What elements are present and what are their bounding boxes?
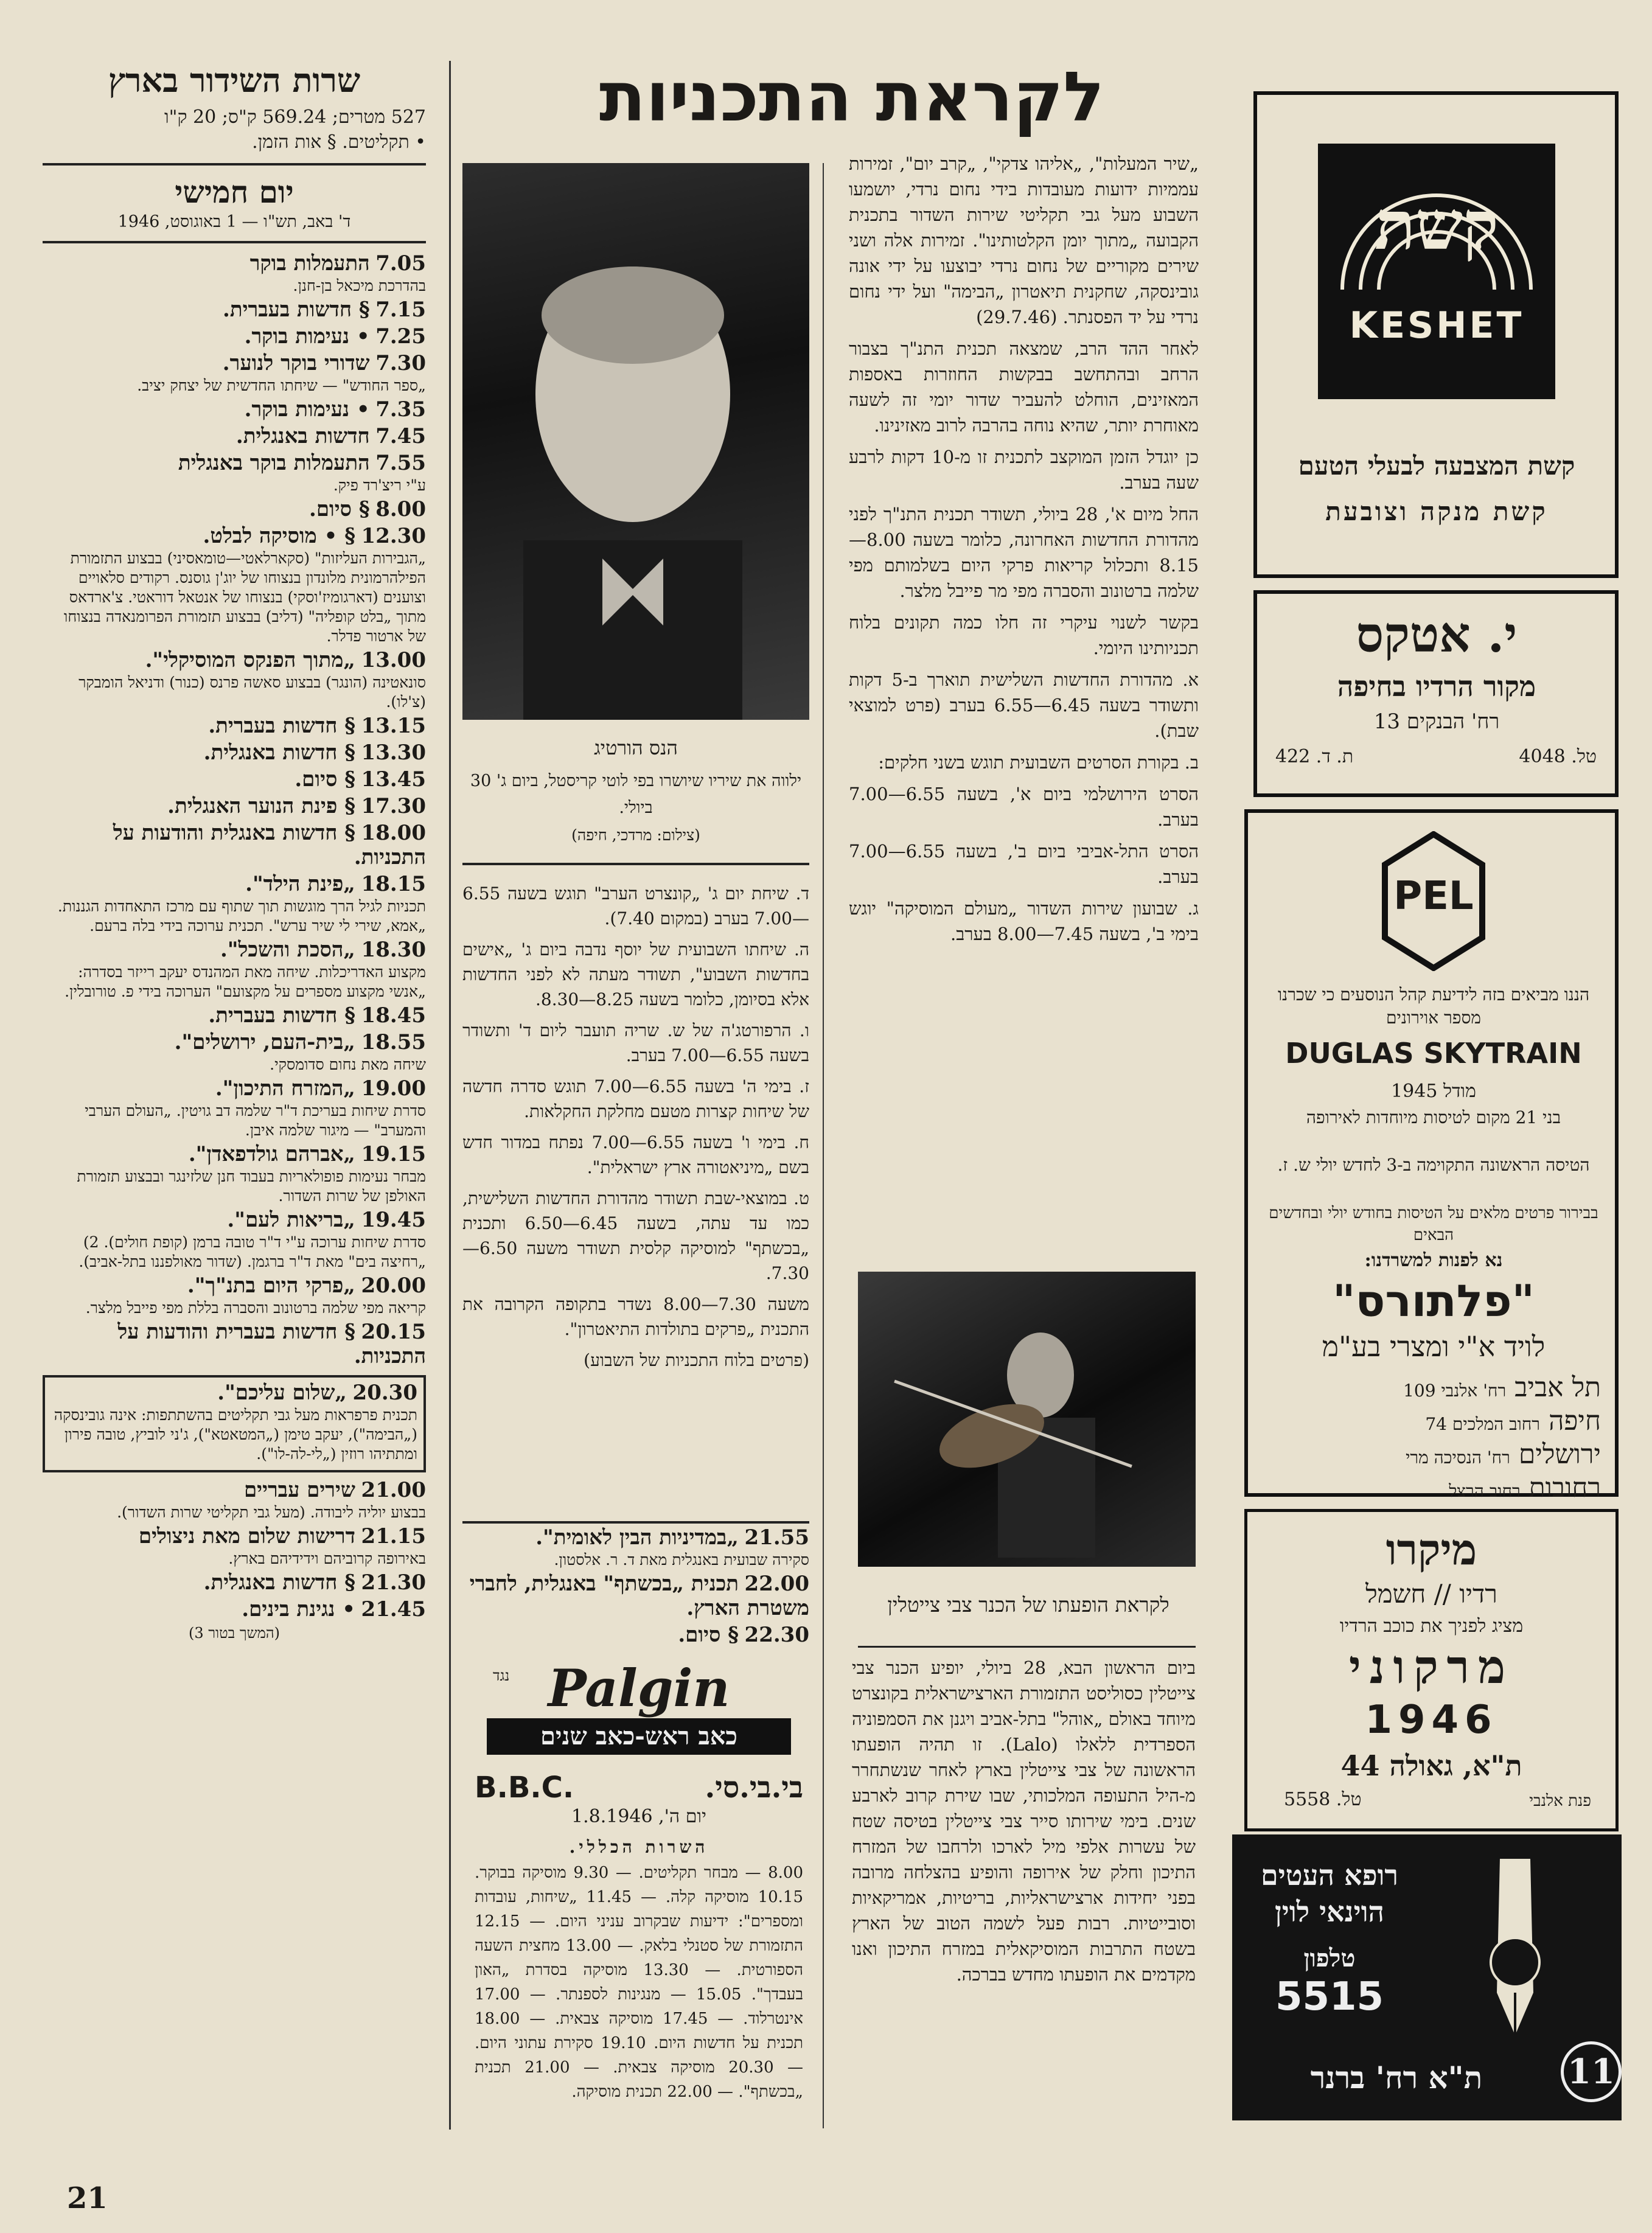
schedule-label: „בית-העם, ירושלים". bbox=[174, 1030, 355, 1054]
schedule-entry bbox=[43, 524, 426, 646]
schedule-label: תכנית „בכשתף" באנגלית, לחברי משטרת הארץ. bbox=[469, 1572, 809, 1620]
schedule-entry bbox=[43, 1320, 426, 1369]
schedule-desc: סונאטינה (הונגר) בבצוע סאשה פרנס (כנור) ודניאל הומבקר (צ'לו). bbox=[78, 674, 426, 711]
schedule-time: 13.45 bbox=[361, 767, 426, 792]
boxed-item-label: „שלום עליכם". bbox=[217, 1381, 347, 1405]
paragraph: ח. בימי ו' בשעה 6.55—7.00 נפתח במדור חדש בשם „מיניאטורה ארץ ישראלית". bbox=[462, 1132, 809, 1177]
pel-ad bbox=[1244, 809, 1619, 1503]
paragraph: משעה 7.30—8.00 נשדר בתקופה הקרובה את התכנית „פרקים בתולדות התיאטרון". bbox=[462, 1294, 809, 1339]
paragraph: ג. שבועון שירות השדור „מעולם המוסיקה" יוגש בימי ב', בשעה 7.45—8.00 בערב. bbox=[849, 898, 1199, 944]
paragraph: לאחר ההד הרב, שמצאה תכנית התנ"ך בצבור הרחב ובהתחשב בבקשות החוזרות באספות המאזינים, הוחלט להעביר שדור יומי זה לשעה מאוחרת יותר, שהיא נוחה בהרבה לרוב מאזינינו. bbox=[849, 338, 1199, 436]
schedule-desc: בהדרכת מיכאל בן-חנן. bbox=[293, 277, 426, 294]
schedule-time: 8.00 bbox=[375, 497, 426, 521]
schedule-entry bbox=[462, 1623, 809, 1648]
schedule-time: 18.30 bbox=[361, 938, 426, 962]
pel-model: מודל 1945 bbox=[1391, 1081, 1476, 1102]
keshet-line2: קשת מנקה וצובעת bbox=[1325, 496, 1548, 526]
schedule-time: 18.15 bbox=[361, 872, 426, 896]
atex-line1: מקור הרדיו בחיפה bbox=[1337, 670, 1536, 703]
schedule-time: 21.55 bbox=[744, 1525, 809, 1550]
schedule-desc: שיחה מאת נחום סדומסקי. bbox=[270, 1056, 426, 1073]
paragraph: בקשר לשנוי עיקרי זה חלו כמה תקונים בלוח תכניותינו היומי. bbox=[849, 612, 1199, 658]
schedule-time: 7.45 bbox=[375, 424, 426, 448]
violinist-article: ביום הראשון הבא, 28 ביולי, יופיע הכנר צבי צייטלין כסוליסט התזמורת הארצישראלית בקונצרט מיוחד באולם „אוהל" בתל-אביב ויגנן את הסמפוניה הספרדית ללאלו (Lalo). זו תהיה הופעתו הראשונה של צבי צייטלין בארץ לאחר שנשתחרר מ-היל התעופה המלכותי, שבו שירת קרוב לארבע שנים. בימי שירותו סייר צבי צייטלין בטיסה שטח של עשרות אלפי מיל לארכו ולרחבו של המזרח התיכון וחלק של אירופה והופיע בהצלחה מרובה בפני יחידות ארצישראליות, בריטיות, אמריקאיות וסובייטיות. רבות פעל לשמה הטוב של הארץ בשטח התרבות המוסיקאלית במזרח התיכון ואנו מקדמים את הופעתו מחדש בברכה. bbox=[852, 1657, 1196, 1985]
column-divider bbox=[449, 61, 451, 2130]
divider bbox=[462, 863, 809, 865]
schedule-label: חדשות באנגלית. bbox=[235, 424, 370, 448]
atex-phone: טל. 4048 bbox=[1519, 746, 1597, 767]
day-title: יום חמישי bbox=[175, 174, 294, 210]
mikro-addr: ת"א, גאולה 44 bbox=[1340, 1749, 1522, 1782]
atex-pobox: ת. ד. 422 bbox=[1275, 746, 1354, 767]
schedule-time: 19.45 bbox=[361, 1208, 426, 1232]
paragraph: כן יוגדל הזמן המוקצב לתכנית זו מ-10 דקות לרבע שעה בערב. bbox=[849, 447, 1199, 493]
pel-intro: הננו מביאים בזה לידיעת קהל הנוסעים כי שכרנו מספר אוירונים bbox=[1277, 984, 1590, 1028]
pel-logo bbox=[1382, 831, 1485, 971]
day-date: ד' באב, תש"ו — 1 באוגוסט, 1946 bbox=[117, 212, 351, 231]
schedule-time: 22.30 bbox=[744, 1623, 809, 1647]
schedule-time: 21.00 bbox=[361, 1478, 426, 1502]
pel-logo-text: PEL bbox=[1393, 874, 1474, 919]
middle-column-schedule bbox=[462, 1526, 809, 1650]
pel-offices bbox=[1266, 1373, 1601, 1507]
schedule-time: 7.05 bbox=[375, 251, 426, 276]
palgin-slogan: כאב ראש-כאב שנים bbox=[487, 1718, 791, 1755]
schedule-time: 18.00 bbox=[361, 821, 426, 845]
pel-haifa-addr: רחוב המלכים 74 bbox=[1425, 1414, 1541, 1434]
paragraph: ד. שיחת יום ג' „קונצרט הערב" תוגש בשעה 6.55—7.00 בערב (במקום 7.40). bbox=[462, 883, 809, 928]
schedule-time: 12.30 bbox=[361, 524, 426, 548]
mikro-name: מיקרו bbox=[1385, 1524, 1477, 1575]
schedule-time: 7.30 bbox=[375, 351, 426, 375]
schedule-time: 21.15 bbox=[361, 1524, 426, 1548]
bbc-text: 8.00 — מבחר תקליטים. — 9.30 מוסיקה בבוקר. 10.15 מוסיקה קלה. — 11.45 „שיחות, עובדות ומספרים": ידיעות שבקרוב עניני היום. — 12.15 התזמורת של סטנלי בלאק. — 13.00 מחצית השעה הספורטית. — 13.30 מוסיקה בסדרת „האון בעבדך". 15.05 — מנגינות לספנתר. — 17.00 אינטרלוד. — 17.45 מוסיקה צבאית. — 18.00 תכנית על חדשות היום. 19.10 סקירת עתוני היום. — 20.30 מוסיקה צבאית. — 21.00 תכנית „בכשתף". — 22.00 תכנית מוסיקה. bbox=[475, 1864, 804, 2101]
mikro-line1: מציג לפניך את כוכב הרדיו bbox=[1339, 1615, 1524, 1637]
schedule-desc: מבחר נעימות פופולאריות בעבוד חנן שלזינגר ובבצוע תזמורת האולפן של שרות השדור. bbox=[77, 1168, 426, 1205]
boxed-item-time: 20.30 bbox=[352, 1381, 417, 1405]
divider bbox=[858, 1646, 1196, 1648]
schedule-time: 19.15 bbox=[361, 1142, 426, 1166]
pen-ad bbox=[1232, 1834, 1622, 2120]
schedule-label: § • מוסיקה לבלט. bbox=[203, 524, 355, 548]
paragraph: ו. הרפורטג'ה של ש. שריה תועבר ליום ד' ותשודר בשעה 6.55—7.00 בערב. bbox=[462, 1020, 809, 1065]
schedule-time: 7.55 bbox=[375, 451, 426, 475]
schedule-label: • נעימות בוקר. bbox=[244, 324, 370, 349]
schedule-label: „בריאות לעם". bbox=[227, 1208, 355, 1232]
schedule-entry bbox=[43, 938, 426, 1002]
schedule-time: 7.15 bbox=[375, 298, 426, 322]
pen-addr: ת"א רח' ברנר bbox=[1310, 2060, 1483, 2095]
portrait-icon bbox=[462, 163, 809, 720]
paragraph: הסרט התל-אביבי ביום ב', בשעה 6.55—7.00 בערב. bbox=[849, 841, 1199, 887]
schedule-desc: בבצוע יוליה ליבודה. (מעל גבי תקליטי שרות השדור). bbox=[117, 1503, 426, 1521]
keshet-logo-en: KESHET bbox=[1349, 304, 1524, 347]
schedule-entry bbox=[43, 298, 426, 322]
pel-jer-addr: רח' הנסיכה מרי bbox=[1406, 1447, 1510, 1468]
schedule-desc: סדרת שיחות ערוכה ע"י ד"ר טובה ברמן (קופת חולים). 2) „רחיצה בים" מאת ד"ר ברגמן. (שדור מאולפננו בתל-אביב). bbox=[78, 1233, 426, 1270]
pel-first: הטיסה הראשונה התקוימה ב-3 לחדש יולי ש. ז. bbox=[1277, 1155, 1590, 1175]
portrait-caption-text: ילווה את שיריו שיושרו בפי לוטי קריסטל, ביום ג' 30 ביולי. bbox=[470, 772, 802, 817]
palgin-small: נגד bbox=[493, 1667, 510, 1684]
pel-jer: ירושלים bbox=[1518, 1439, 1601, 1470]
pel-rehovot-addr: רחוב הרצל bbox=[1449, 1481, 1521, 1501]
paragraph: ה. שיחתו השבועית של יוסף נדבה ביום ג' „אישים בחדשות השבוע", תשודר מעתה לא לפני החדשות אלא בסיומן, כלומר בשעה 8.25—8.30. bbox=[462, 939, 809, 1009]
portrait-photo bbox=[462, 163, 809, 720]
pen-phone-label: טלפון bbox=[1303, 1944, 1356, 1973]
schedule-entry bbox=[43, 498, 426, 522]
page-number: 21 bbox=[67, 2181, 108, 2215]
pel-haifa: חיפה bbox=[1549, 1406, 1601, 1437]
schedule-entry bbox=[462, 1526, 809, 1570]
schedule-entry bbox=[43, 1274, 426, 1318]
schedule-label: § סיום. bbox=[309, 497, 370, 521]
schedule-label: § חדשות בעברית. bbox=[223, 298, 370, 322]
bbc-service: השרות הכללי. bbox=[569, 1837, 709, 1857]
mikro-brand: מרקוני bbox=[1348, 1640, 1514, 1694]
mikro-phone: טל. 5558 bbox=[1284, 1789, 1362, 1810]
boxed-schedule-item bbox=[43, 1375, 426, 1472]
schedule-entry bbox=[43, 1208, 426, 1272]
schedule-time: 7.25 bbox=[375, 324, 426, 349]
schedule-time: 20.00 bbox=[361, 1273, 426, 1298]
schedule-time: 18.45 bbox=[361, 1003, 426, 1028]
schedule-entry bbox=[43, 1525, 426, 1569]
keshet-logo-he: קשת bbox=[1375, 186, 1499, 265]
schedule-frequency: 527 מטרים; 569.24 ק"ס; 20 ק"ו bbox=[164, 106, 426, 128]
schedule-label: דרישות שלום מאת ניצולים bbox=[138, 1524, 355, 1548]
schedule-list-after bbox=[43, 1479, 426, 1622]
portrait-caption-name: הנס הורטיג bbox=[594, 736, 678, 759]
paragraph: החל מיום א', 28 ביולי, תשודר תכנית התנ"ך לפני מהדורת החדשות האחרונה, כלומר בשעה 8.00—8.15 ותכלול קריאות פרקי היום בשלמותם מפי שלמה ברטונוב והסברה מפי מר פייבל מלצר. bbox=[849, 504, 1199, 601]
schedule-label: § פינת הנוער האנגלית. bbox=[167, 794, 355, 818]
schedule-entry bbox=[43, 768, 426, 792]
schedule-entry bbox=[43, 325, 426, 349]
pen-number-text: 11 bbox=[1567, 2052, 1615, 2092]
schedule-label: „פינת הילד". bbox=[245, 872, 355, 896]
paragraph: ט. במוצאי-שבת תשודר מהדורת החדשות השלישית, כמו עד עתה, בשעה 6.45—6.50 ותכנית „בכשתף" למוסיקה קלסית תשודר משעה 6.50—7.30. bbox=[462, 1188, 809, 1283]
keshet-logo bbox=[1318, 144, 1555, 399]
keshet-ad bbox=[1253, 91, 1619, 578]
schedule-desc: סקירה שבועית באנגלית מאת ד. ר. אלסטון. bbox=[554, 1551, 809, 1569]
schedule-label: • נגינת בינים. bbox=[242, 1597, 355, 1622]
schedule-column bbox=[43, 61, 426, 1642]
schedule-entry bbox=[43, 649, 426, 712]
schedule-desc: מקצוע האדריכלות. שיחה מאת המהנדס יעקב רייזר בסדרה: „אנשי מקצוע מספרים על מקצועם" הערוכה בידי פ. טורובלין. bbox=[64, 963, 426, 1000]
schedule-desc: ע"י ריצ'רד פיק. bbox=[333, 476, 426, 494]
schedule-desc: „ספר החודש" — שיחתו החדשית של יצחק יציב. bbox=[137, 377, 426, 394]
right-column-text bbox=[849, 151, 1199, 953]
paragraph: „שיר המעלות", „אליהו צדקי", „קרב יום", זמירות עממיות ידועות מעובדות בידי נחום נרדי, יושמעו השבוע מעל גבי תקליטי שירות השדור בתכנית הקבועה „מתוך יומן הקלטותינו". זמירות אלה ושני שירים מקוריים של נחום נרדי יבוצעו על ידי אונה גובינסקה, שחקנית תיאטרון „הבימה" ועל ידי נחום נרדי על יד הפסנתר. (29.7.46) bbox=[849, 153, 1199, 327]
schedule-label: התעמלות בוקר bbox=[249, 251, 370, 276]
middle-column-text bbox=[462, 881, 809, 1379]
pel-tlv: תל אביב bbox=[1514, 1372, 1601, 1403]
schedule-list bbox=[43, 252, 426, 1369]
schedule-entry bbox=[43, 1004, 426, 1028]
atex-name: י. אטקס bbox=[1356, 606, 1518, 663]
schedule-time: 13.00 bbox=[361, 648, 426, 672]
paragraph: (פרטים בלוח התכניות של השבוע) bbox=[584, 1350, 809, 1370]
bbc-heading-en: B.B.C. bbox=[475, 1771, 574, 1805]
schedule-entry bbox=[43, 398, 426, 422]
schedule-time: 13.30 bbox=[361, 740, 426, 765]
schedule-entry bbox=[43, 795, 426, 819]
schedule-legend: • תקליטים. § אות הזמן. bbox=[252, 131, 426, 153]
schedule-label: § חדשות בעברית והודעות על התכניות. bbox=[117, 1320, 426, 1368]
violinist-photo bbox=[858, 1272, 1196, 1567]
palgin-ad bbox=[487, 1658, 791, 1764]
schedule-time: 13.15 bbox=[361, 714, 426, 738]
schedule-entry bbox=[43, 1077, 426, 1140]
schedule-label: § סיום. bbox=[295, 767, 355, 792]
paragraph: הסרט הירושלמי ביום א', בשעה 6.55—7.00 בערב. bbox=[849, 784, 1199, 830]
schedule-label: § חדשות באנגלית והודעות על התכניות. bbox=[113, 821, 426, 869]
schedule-entry bbox=[43, 1143, 426, 1206]
schedule-entry bbox=[43, 873, 426, 936]
schedule-label: „המזרח התיכון". bbox=[215, 1076, 355, 1101]
violinist-caption: לקראת הופעתו של הכנר צבי צייטלין bbox=[887, 1593, 1169, 1617]
continued-note: (המשך בטור 3) bbox=[188, 1625, 281, 1642]
schedule-entry bbox=[43, 352, 426, 395]
schedule-entry bbox=[43, 451, 426, 495]
schedule-entry bbox=[43, 741, 426, 765]
mikro-addr2: פנת אלנבי bbox=[1529, 1792, 1591, 1810]
schedule-desc: באירופה קרוביהם וידידיהם בארץ. bbox=[228, 1550, 426, 1567]
schedule-time: 18.55 bbox=[361, 1030, 426, 1054]
schedule-desc: תכניות לגיל הרך מוגשות תוך שתוף עם מרכז התאחדות הגננות. „אמא, שירי לי שיר ערש". תכנית ערוכה בידי בלה ברעם. bbox=[57, 897, 426, 935]
pel-company2: לויד א"י ומצרי בע"מ bbox=[1322, 1330, 1546, 1363]
paragraph: ב. בקורת הסרטים השבועית תוגש בשני חלקים: bbox=[878, 752, 1199, 773]
pel-info: בבירור פרטים מלאים על הטיסות בחודש יולי ובחדשים הבאים bbox=[1269, 1204, 1598, 1244]
schedule-time: 22.00 bbox=[744, 1572, 809, 1596]
bbc-heading-he: בי.בי.סי. bbox=[705, 1771, 803, 1805]
schedule-label: „הסכת והשכל". bbox=[220, 938, 355, 962]
keshet-line1: קשת המצבעה לבעלי הטעם bbox=[1298, 451, 1575, 481]
schedule-label: § חדשות באנגלית. bbox=[203, 1570, 355, 1595]
schedule-desc: קריאה מפי שלמה ברטונוב והסברה בללת מפי פייבל מלצר. bbox=[85, 1299, 426, 1317]
schedule-entry bbox=[43, 425, 426, 449]
bbc-section bbox=[475, 1771, 803, 2104]
schedule-time: 20.15 bbox=[361, 1320, 426, 1344]
schedule-label: § חדשות בעברית. bbox=[208, 714, 355, 738]
schedule-entry bbox=[43, 714, 426, 739]
portrait-credit: (צילום: מרדכי, חיפה) bbox=[571, 826, 700, 844]
fountain-pen-icon bbox=[1427, 1853, 1597, 2047]
mikro-sub: רדיו // חשמל bbox=[1365, 1579, 1497, 1609]
schedule-time: 19.00 bbox=[361, 1076, 426, 1101]
schedule-label: „פרקי היום בתנ"ך". bbox=[187, 1273, 355, 1298]
schedule-label: § חדשות באנגלית. bbox=[203, 740, 355, 765]
schedule-time: 21.30 bbox=[361, 1570, 426, 1595]
schedule-label: „מתוך הפנקס המוסיקלי". bbox=[145, 648, 355, 672]
schedule-time: 21.45 bbox=[361, 1597, 426, 1622]
headline: לקראת התכניות bbox=[599, 58, 1105, 137]
mikro-year: 1946 bbox=[1365, 1698, 1498, 1743]
paragraph: ז. בימי ה' בשעה 6.55—7.00 תוגש סדרה חדשה של שיחות קצרות מטעם מחלקת החקלאות. bbox=[462, 1076, 809, 1121]
pen-line1: רופא העטים bbox=[1261, 1859, 1398, 1892]
schedule-label: § חדשות בעברית. bbox=[208, 1003, 355, 1028]
schedule-label: שדורי בוקר לנוער. bbox=[222, 351, 370, 375]
schedule-time: 7.35 bbox=[375, 397, 426, 422]
pel-rehovot: רחובות bbox=[1528, 1472, 1601, 1503]
divider bbox=[43, 241, 426, 243]
pen-phone: 5515 bbox=[1275, 1974, 1384, 2019]
pen-line2: הוינאי לוין bbox=[1275, 1895, 1384, 1928]
schedule-title: שרות השידור בארץ bbox=[108, 61, 361, 100]
schedule-entry bbox=[462, 1572, 809, 1621]
pel-contact: נא לפנות למשרדנו: bbox=[1364, 1250, 1503, 1271]
mikro-ad bbox=[1244, 1509, 1619, 1831]
schedule-desc: סדרת שיחות בעריכת ד"ר שלמה דב גויטין. „העולם הערבי והמערב" — מיגור שלמה איבן. bbox=[85, 1102, 426, 1139]
schedule-entry bbox=[43, 1571, 426, 1595]
pel-plane: DUGLAS SKYTRAIN bbox=[1285, 1037, 1582, 1070]
schedule-entry bbox=[43, 1479, 426, 1522]
schedule-entry bbox=[43, 252, 426, 296]
pen-number bbox=[1561, 2041, 1622, 2102]
schedule-label: § סיום. bbox=[678, 1623, 739, 1647]
violin-icon bbox=[858, 1272, 1196, 1567]
divider bbox=[462, 1521, 809, 1524]
schedule-label: שירים עבריים bbox=[243, 1478, 355, 1502]
schedule-entry bbox=[43, 1031, 426, 1075]
schedule-entry bbox=[43, 1598, 426, 1622]
boxed-item-desc: תכנית פרפראות מעל גבי תקליטים בהשתתפות: אינה גובינסקה („הבימה"), יעקב טימן („המטאטא"), ג'ני לוביץ, טובה פירון ומתתיהו רוזין („לי-לה-לו"). bbox=[54, 1406, 417, 1463]
atex-ad bbox=[1253, 590, 1619, 797]
bbc-date: 1.8.1946 bbox=[571, 1806, 653, 1827]
bbc-day: יום ה', bbox=[658, 1806, 706, 1827]
schedule-label: „במדיניות הבין לאומית". bbox=[535, 1525, 739, 1550]
schedule-label: • נעימות בוקר. bbox=[244, 397, 370, 422]
pel-seats: בני 21 מקום לטיסות מיוחדות לאירופה bbox=[1306, 1107, 1561, 1127]
schedule-label: „אברהם גולדפאדן". bbox=[188, 1142, 355, 1166]
paragraph: א. מהדורת החדשות השלישית תוארך ב-5 דקות ותשודר בשעה 6.45—6.55 בערב (פרט למוצאי שבת). bbox=[849, 669, 1199, 741]
atex-line2: רח' הבנקים 13 bbox=[1373, 709, 1500, 734]
palgin-logo: Palgin bbox=[548, 1658, 730, 1718]
schedule-time: 17.30 bbox=[361, 794, 426, 818]
schedule-desc: „הגבירות העליזות" (סקארלאטי—טומאסיני) בבצוע התזמורת הפילהרמונית מלונדון בנצוחו של יוג'ן גוסנס. רקודים סלאויים וצוענים (דארגומיז'וסקי) בנצוחו של אנטאל דוראטי. צ'ארדאס מתוך „בלט קופליה" (דליב) בבצוע תזמורת הפרומנאדה בנצוחו של ארטור פדלר. bbox=[63, 549, 426, 645]
divider bbox=[43, 163, 426, 165]
column-divider bbox=[823, 163, 824, 2128]
pel-company: "פלתורס" bbox=[1332, 1275, 1535, 1326]
pel-tlv-addr: רח' אלנבי 109 bbox=[1403, 1381, 1507, 1401]
schedule-entry bbox=[43, 821, 426, 870]
schedule-label: התעמלות בוקר באנגלית bbox=[178, 451, 370, 475]
